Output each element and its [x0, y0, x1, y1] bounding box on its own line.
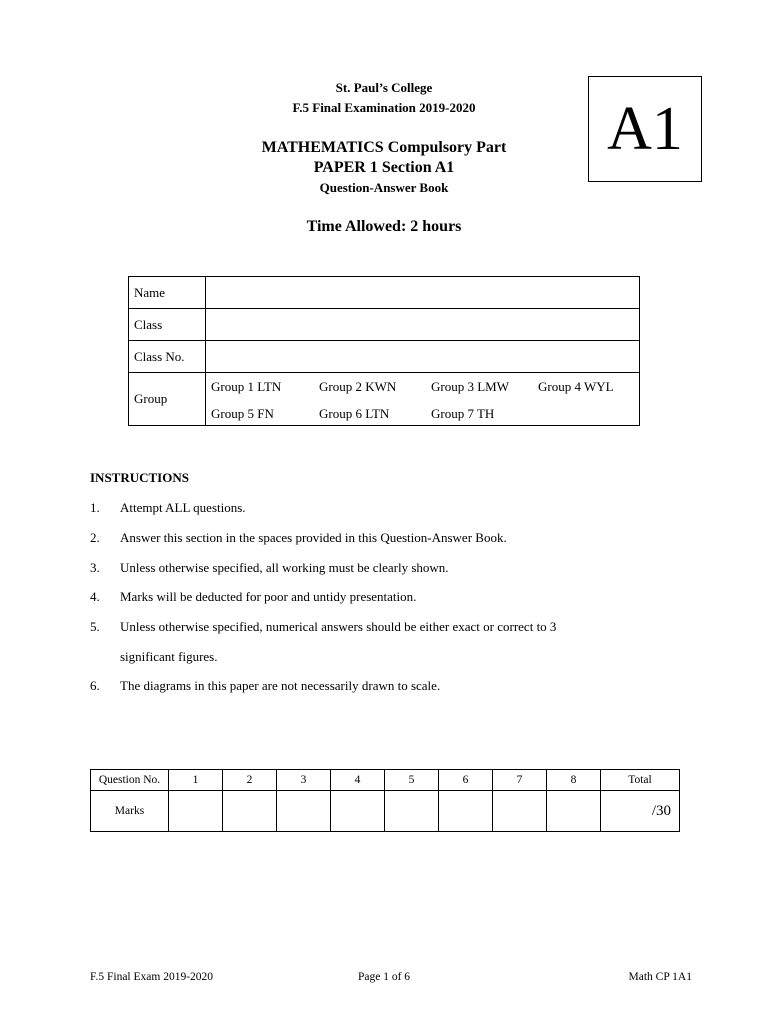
footer-exam: F.5 Final Exam 2019-2020 [90, 971, 214, 983]
question-number: 1 [169, 770, 223, 791]
instruction-text: Marks will be deducted for poor and untidy presentation. [120, 589, 417, 604]
question-number: 7 [493, 770, 547, 791]
instruction-number: 6. [90, 678, 100, 693]
question-number: 3 [277, 770, 331, 791]
instruction-number: 1. [90, 500, 100, 515]
class-no-label: Class No. [129, 341, 206, 373]
instructions-title: INSTRUCTIONS [90, 470, 189, 485]
marks-row [91, 791, 680, 832]
class-row [129, 309, 640, 341]
instruction-text: The diagrams in this paper are not necessarily drawn to scale. [120, 678, 441, 693]
total-marks: /30 [601, 791, 680, 832]
group-option[interactable]: Group 1 LTN [211, 378, 282, 394]
instruction-number: 2. [90, 530, 100, 545]
instruction-number: 5. [90, 619, 100, 634]
question-number: 5 [385, 770, 439, 791]
question-number: 8 [547, 770, 601, 791]
subject-title: MATHEMATICS Compulsory Part [261, 139, 507, 156]
candidate-info-table [128, 276, 640, 426]
book-title: Question-Answer Book [319, 180, 449, 195]
group-row [129, 373, 640, 426]
question-no-label: Question No. [91, 770, 169, 791]
mark-cell[interactable] [493, 791, 547, 832]
mark-cell[interactable] [169, 791, 223, 832]
question-number: 4 [331, 770, 385, 791]
name-label: Name [129, 277, 206, 309]
time-allowed: Time Allowed: 2 hours [306, 218, 462, 235]
group-option[interactable]: Group 6 LTN [319, 405, 390, 421]
class-label: Class [129, 309, 206, 341]
instruction-number: 4. [90, 589, 100, 604]
mark-cell[interactable] [547, 791, 601, 832]
footer-paper-code: Math CP 1A1 [628, 971, 692, 983]
group-option[interactable]: Group 5 FN [211, 405, 274, 421]
instruction-text: Unless otherwise specified, numerical answers should be either exact or correct to 3 [120, 619, 557, 634]
marks-table [90, 769, 680, 832]
paper-code-box [588, 76, 702, 182]
mark-cell[interactable] [331, 791, 385, 832]
paper-code: A1 [607, 95, 683, 163]
school-name: St. Paul’s College [335, 80, 433, 95]
instruction-text: Unless otherwise specified, all working must be clearly shown. [120, 560, 449, 575]
class-no-field[interactable] [206, 341, 640, 373]
class-field[interactable] [206, 309, 640, 341]
footer-page-number: Page 1 of 6 [357, 971, 411, 983]
mark-cell[interactable] [439, 791, 493, 832]
group-label: Group [129, 373, 206, 426]
name-field[interactable] [206, 277, 640, 309]
group-option[interactable]: Group 4 WYL [538, 378, 614, 394]
question-number: 6 [439, 770, 493, 791]
group-options [206, 373, 640, 426]
group-option[interactable]: Group 3 LMW [431, 378, 509, 394]
marks-header-row [91, 770, 680, 791]
instruction-text: Answer this section in the spaces provided in this Question-Answer Book. [120, 530, 507, 545]
question-number: 2 [223, 770, 277, 791]
instruction-text: significant figures. [120, 649, 218, 664]
instruction-number: 3. [90, 560, 100, 575]
mark-cell[interactable] [385, 791, 439, 832]
instruction-text: Attempt ALL questions. [120, 500, 246, 515]
exam-title: F.5 Final Examination 2019-2020 [292, 100, 476, 115]
marks-label: Marks [91, 791, 169, 832]
class-no-row [129, 341, 640, 373]
mark-cell[interactable] [277, 791, 331, 832]
total-label: Total [601, 770, 680, 791]
group-option[interactable]: Group 2 KWN [319, 378, 397, 394]
paper-title: PAPER 1 Section A1 [313, 159, 455, 176]
group-option[interactable]: Group 7 TH [431, 405, 495, 421]
mark-cell[interactable] [223, 791, 277, 832]
name-row [129, 277, 640, 309]
